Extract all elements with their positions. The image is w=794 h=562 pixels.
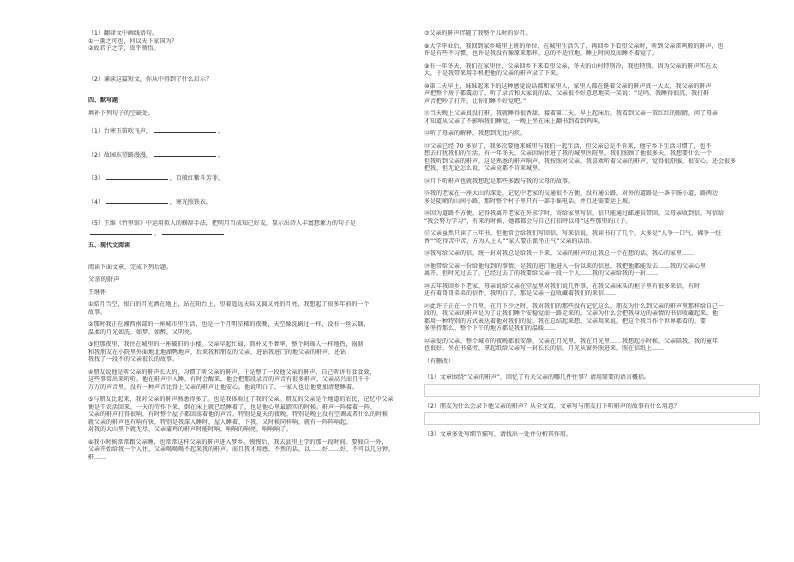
para-line: 声音把吵了打开，让你们睡不好觉吧。” xyxy=(424,97,527,105)
para-line: ⑫听了母亲的解释，我想到无比内疚。 xyxy=(424,130,527,137)
question-3: （3）文章多处写细节描写，请找出一处并分析其作用。 xyxy=(424,431,572,438)
answer-area[interactable] xyxy=(424,384,760,397)
para-line: ㉒亲爱的父亲，整个城市的夜晚都很安静，父亲在月光里，我在月光里……我想起小时候，父亲陪我，我的童年 xyxy=(424,337,719,345)
para-line: 万万的声音里，没有一种声音比得上父亲的鼾声让他安心。他说明白了，一家人也让他更加清楚睡着。 xyxy=(88,383,359,391)
para-line: 还有着哥哥弟弟的信件，我明白了，那是父亲一直收藏着我们的来信…… xyxy=(424,290,617,297)
para-line: 就父亲的鼾声也有响有快，特别是我深入睡时，屋人睡着，下我，又时候同样响，就有一阵阵响起， xyxy=(88,418,353,426)
para-line: 都用一种特别的方式表达着他对我们的爱，我在总结起来想，父亲用来说，把这个我当作个世界都看的，要 xyxy=(424,317,707,325)
answer-blank[interactable] xyxy=(162,228,224,235)
question-line: ②故君子之学，贵乎领悟。 xyxy=(88,45,160,52)
left-column xyxy=(88,30,406,461)
right-column xyxy=(424,30,760,439)
para-line: ⑰父亲虽然只读了三年书，但他常会给我们写回信，写来信说，我读书打了几个，大多是“人争一口气，佛争一炷 xyxy=(424,230,722,237)
para-line: 父亲开始给我一个人住，父亲喝喝喝不起来我的鼾声。而且我才用感，不然的话，以……好……好，不可以几分钟， xyxy=(88,446,395,454)
para-line: 鼾…… xyxy=(88,453,107,461)
para-line: ⑨有一年冬天，我们在家里住，父亲回乡下来看望父亲，冬天的山村特别冷，我也特别。因为父亲的鼾声实在太 xyxy=(424,62,718,70)
para-line: 想去打扰我们的生活。有一年冬天，父亲因病住进了我的城里医院里，我们照顾了他很多天，我想要什么一个 xyxy=(424,150,713,157)
question-line: （1）翻译文中画线语句。 xyxy=(88,30,158,37)
para-line: 也很好，坐在书桌旁，拿起纸给父亲写一封长长的信，月光从窗外照进来，照在信纸上…… xyxy=(424,345,665,352)
para-line: ⑱我写给父亲的信，统一封对我总是给我一下来，父亲的鼾声的让我总一个在想的话，我心的家里…… xyxy=(424,250,695,257)
para-line: 便是干农活回来，一天的劳作下来，倒在床上就已经睡着了，也是他心里最踏实的时候。鼾声一阵接着一阵， xyxy=(88,403,377,411)
para-line: 温柔的月光如洗，如梦，如醉，又明亮。 xyxy=(88,328,197,336)
article-author: 王继怀 xyxy=(88,288,107,296)
para-line: 离开。但时光过去了，已经过去了的我要给父亲一段一个人……我的父亲给我的一封…… xyxy=(424,270,659,277)
para-line: ④朋友说他是听父亲的鼾声长大的，习惯了听父亲的鼾声，于是整了一段他父亲的鼾声，自己听讲有食食效， xyxy=(88,368,376,376)
question-2: （2）诵读这篇短文，你从中得到了什么启示？ xyxy=(88,75,212,83)
para-line: ⑥我小时候常常跟父亲睡，也常常这样父亲的鼾声进入梦乡。慢慢后，我去县里上学的那一段时间。要独自一外， xyxy=(88,438,388,446)
para-line: 故事。 xyxy=(88,308,107,316)
para-line: 声把整个房子都震动了，听了录音和大家说的话，父亲很不好意思地笑一笑说：“是吗，我睡得很沉，我打鼾 xyxy=(424,90,710,97)
para-line: ㉑此许子正在一个月里，在月下少之时，我对我们的那些没有记忆这么，朋友为什么到父亲的鼾声里那样给自己一 xyxy=(424,302,725,310)
fill-item: （2）故园东望路漫漫， 。 xyxy=(88,151,224,159)
para-line: ⑳去年我回乡下老家，母亲说给父亲在堂屋里对我们说几件事，在我父亲床头的柜子里有很多来信，有时 xyxy=(424,282,701,290)
para-line: ⑮我的老家在一座大山的深处，记忆中老家的交通很不方便，没有通公路，对外的道路是一条羊肠小道，路两边 xyxy=(424,190,719,197)
para-line: ⑭月下听鼾声也就我想起是那些多跟与我的父母的故事。 xyxy=(424,177,575,185)
para-line: 和我朋友在小院里外面地北地湖鸭地声，后来我和朋友的父亲，进钻我进门的地父亲的鼾声，还钻 xyxy=(88,348,347,356)
source-note: （有删改） xyxy=(424,357,455,365)
question-2: （2）朋友为什么会录下他父亲的鼾声？从全文看，文章写与朋友打下听鼾声的故事有什么用意？ xyxy=(424,402,680,410)
para-line: 大，于是我带来用手机把他的父亲的鼾声录了下来。 xyxy=(424,70,563,77)
article-body-right xyxy=(424,30,760,353)
para-line: 我找了一段不的父亲很长的故事。 xyxy=(88,356,179,364)
answer-blank[interactable] xyxy=(90,228,152,235)
article-title: 父亲的鼾声 xyxy=(88,276,120,283)
article-body-left xyxy=(88,301,406,461)
para-line: 多坚持那么，整个下午的地方都是我们的温暖…… xyxy=(424,325,557,332)
para-line: ⑦父亲的鼾声伴随了我整个儿时的岁月。 xyxy=(424,30,532,37)
para-line: 多是陡峭的山间小路，那时整个村子里只有一部手摇电话，并且还需要运上坡。 xyxy=(424,197,635,205)
para-line: ⑧大学毕业后，我回到家乡城里上班的单位，在城里生活久了，再回乡下看望父亲时，听到父亲雷鸣般的鼾声，也 xyxy=(424,42,724,50)
para-line: ⑤与朋友比起来，我对父亲的鼾声熟悉得多了。也是我体验过了我的父亲。朋友的父亲是个地道的农民，记忆中父亲 xyxy=(88,396,394,404)
fill-item: （1）台寒玉笛吹飞声， 。 xyxy=(88,128,224,135)
para-line: 把我，但无论怎么说，父亲竟都不肯来城里。 xyxy=(424,165,545,172)
para-line: ⑩第二天早上，妹妹起来下的这种感觉说话都和家里人，家里人都在挺着父亲的鼾声真一大太，我父亲的鼾声 xyxy=(424,82,712,90)
para-line: 父亲的鼾声打得很响，有时整个屋子都回荡着他的声音。特别是夏天的夜晚，特别是晚上没有空调或者什么的时候 xyxy=(88,411,389,419)
para-line: 香”“吃得苦中苦，方为人上人”“家人要正派坐正气”父亲的话语。 xyxy=(424,237,596,245)
answer-area[interactable] xyxy=(424,412,760,425)
para-line: “我会努力学习”，有来的时候，她都都会与自己打招呼以母“这些那里的日子。 xyxy=(424,217,632,225)
reading-intro: 阅读下面文章，完成下列后题。 xyxy=(88,263,173,271)
para-line: ⑯因为道路不方便，记得我离开老家在外求学时，寄给家里写信，信只能通过邮递员带回，父母亲收到信，写信给 xyxy=(424,210,725,217)
para-line: ①皓月当空，银白的月光洒在地上，站在阳台上，望着遥远天际又圆又亮的月亮，我想起了很多年前的一个 xyxy=(88,301,370,309)
para-line: 段的，我父亲的鼾声是为了让我们睡个安稳觉而一路走来的，父亲为什么会把我身边的亲情的书信收藏起来，他 xyxy=(424,310,719,317)
answer-blank[interactable] xyxy=(154,126,216,133)
question-1: （1）文章围绕“父亲的鼾声”，回忆了有关父亲的哪几件往事？请用简要的语言概括。 xyxy=(424,374,651,381)
para-line: ③但那夜里，我住在城里的一座破旧的小楼。父亲早起忙碌，简朴又不奢华，整个阿瑶人一样地热，锅鼎 xyxy=(88,341,364,349)
answer-blank[interactable] xyxy=(106,173,168,180)
answer-blank[interactable] xyxy=(106,197,168,204)
section-title: 五、现代文阅读 xyxy=(88,242,131,249)
section-title: 四、默写题 xyxy=(88,97,119,104)
question-line: ①一薰之可也，何以天下家国为？ xyxy=(88,37,178,45)
para-line: ②那时我正在湘西南部的一座城市里生活，也是一个月明星稀的夜晚，天空像洗刷过一样，没有一丝云翳， xyxy=(88,321,370,329)
fill-item: （3） ，百般红紫斗芳菲。 xyxy=(88,175,224,182)
para-line: ⑬父亲已经 70 多岁了，我多次要他来城里与我们一起生活，但父亲总是不肯来，他宁乡下生活习惯了，也不 xyxy=(424,142,712,150)
para-line: ⑪当天晚上父亲真没打鼾，我就睡得很香甜。接着第二天，早上起床后，我看到父亲一双红红的眼睛，问了母亲 xyxy=(424,110,719,117)
fill-item: （4） ，寒光照铁衣。 xyxy=(88,198,212,206)
section-intro: 填补下列句子的空缺处。 xyxy=(88,109,155,117)
para-line: ⑲他带给父亲一份给他每到的事情，是我的进门他进入一份以来的信息，我把他都能发去……我的父亲心里 xyxy=(424,262,707,270)
para-line: 许是有些不习惯，也许是我没有像原来那样，总的不适宜地，睡上时间反而睡不着觉了。 xyxy=(424,50,659,57)
para-line: 这些事常出来听听。他在鼾声中入睡，有时会醒来，他会把那段录音的声音有很多鼾声，父亲高兴而且千千 xyxy=(88,376,371,384)
para-line: 但我听到父亲的鼾声，这是熟悉的鼾声响声，我按照对父亲，我喜欢听着父亲的鼾声，觉得很舒服，很安心，还会很多 xyxy=(424,157,737,165)
answer-blank[interactable] xyxy=(154,150,216,157)
question-5: （5）王维《竹里馆》中运用拟人的修辞手法，把明月当成知己好友，显示出诗人丰富想象力的句子是 xyxy=(88,220,356,227)
para-line: 对我的大山里下就无尽，父亲蒲鸡的鼾声时能时响，响响的响亮，响响响了。 xyxy=(88,426,293,434)
para-line: 才知道从父亲了不影响我们睡觉，一晚上坐在床上翻书到看到鸡叫。 xyxy=(424,117,605,125)
fill-item: ， xyxy=(88,228,406,238)
